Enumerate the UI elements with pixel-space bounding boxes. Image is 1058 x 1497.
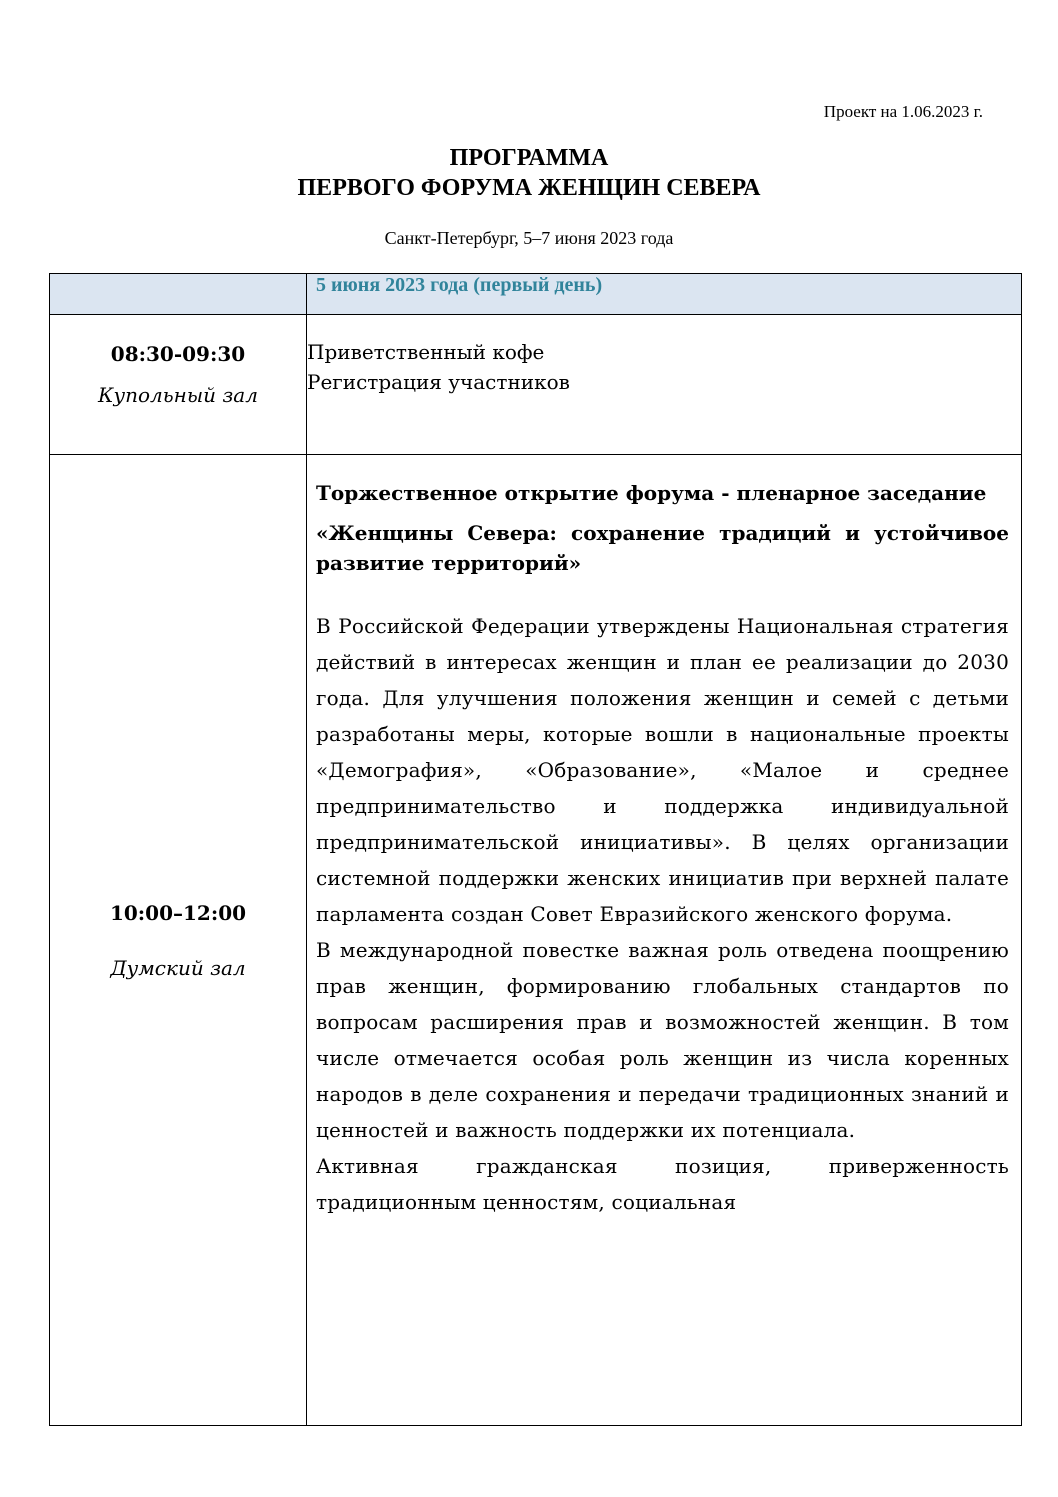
session-content <box>307 315 1022 455</box>
day-header-row <box>50 274 1022 315</box>
title-line-2: ПЕРВОГО ФОРУМА ЖЕНЩИН СЕВЕРА <box>297 175 761 201</box>
session-content <box>307 455 1022 1426</box>
day-header-cell <box>307 274 1022 315</box>
plenary-title: Торжественное открытие форума - пленарное заседание <box>316 481 987 505</box>
day-title: 5 июня 2023 года (первый день) <box>316 274 603 296</box>
plenary-theme: «Женщины Севера: сохранение традиций и устойчивое развитие территорий» <box>316 521 1009 575</box>
table-row <box>50 315 1022 455</box>
document-title <box>0 143 1058 203</box>
program-table <box>49 273 1022 1426</box>
session-time: 10:00–12:00 <box>109 900 247 925</box>
session-room: Думский зал <box>110 955 246 980</box>
title-line-1: ПРОГРАММА <box>449 145 609 171</box>
session-paragraph: В Российской Федерации утверждены Национальная стратегия действий в интересах женщин и план ее реализации до 2030 года. Для улучшения положения женщин и семей с детьми разработаны меры, которые вошли в национальные проекты «Демография», «Образование», «Малое и среднее предпринимательство и поддержка индивидуальной предпринимательской инициативы». В целях организации системной поддержки женских инициатив при верхней палате парламента создан Совет Евразийского женского форума. <box>316 614 1009 926</box>
session-time: 08:30-09:30 <box>110 342 246 366</box>
session-room: Купольный зал <box>98 383 258 407</box>
session-line: Приветственный кофе <box>307 340 545 364</box>
time-cell <box>50 315 307 455</box>
session-paragraph: В международной повестке важная роль отведена поощрению прав женщин, формированию глобальных стандартов по вопросам расширения прав и возможностей женщин. В том числе отмечается особая роль женщин из числа коренных народов в деле сохранения и передачи традиционных знаний и ценностей и важность поддержки их потенциала. <box>316 938 1009 1142</box>
table-row <box>50 455 1022 1426</box>
location-dates: Санкт-Петербург, 5–7 июня 2023 года <box>384 228 674 248</box>
session-line: Регистрация участников <box>307 370 570 394</box>
session-paragraph: Активная гражданская позиция, приверженность традиционным ценностям, социальная <box>316 1154 1009 1214</box>
day-header-empty-cell <box>50 274 307 315</box>
session-content-body <box>307 455 1021 1425</box>
time-cell <box>50 455 307 1426</box>
draft-note: Проект на 1.06.2023 г. <box>823 102 983 121</box>
